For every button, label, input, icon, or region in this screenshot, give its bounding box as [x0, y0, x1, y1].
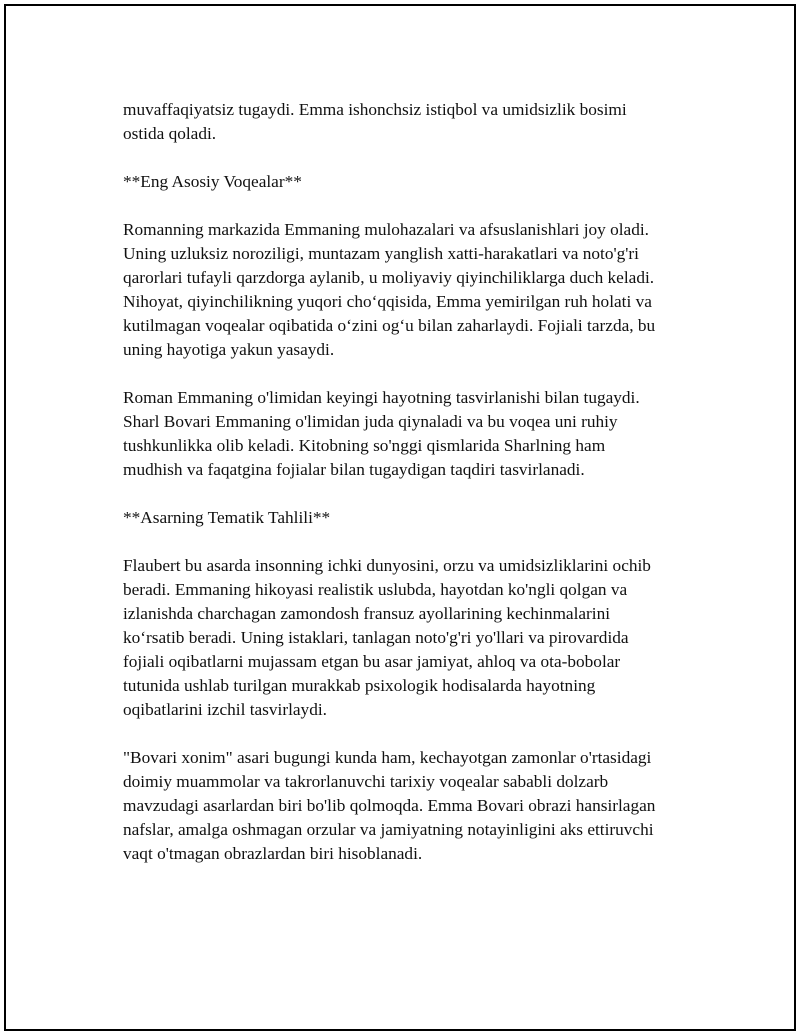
text-line: fojiali oqibatlarni mujassam etgan bu asar jamiyat, ahloq va ota-bobolar — [123, 652, 621, 671]
paragraph-main-events — [123, 218, 713, 362]
text-line: Roman Emmaning o'limidan keyingi hayotning tasvirlanishi bilan tugaydi. — [123, 388, 640, 407]
document-body — [123, 98, 713, 890]
text-line: kutilmagan voqealar oqibatida o‘zini og‘u bilan zaharlaydi. Fojiali tarzda, bu — [123, 316, 656, 335]
text-line: mavzudagi asarlardan biri bo'lib qolmoqda. Emma Bovari obrazi hansirlagan — [123, 796, 656, 815]
text-line: muvaffaqiyatsiz tugaydi. Emma ishonchsiz istiqbol va umidsizlik bosimi — [123, 100, 627, 119]
text-line: tushkunlikka olib keladi. Kitobning so'nggi qismlarida Sharlning ham — [123, 436, 606, 455]
paragraph-thematic-analysis — [123, 554, 713, 722]
text-line: tutunida ushlab turilgan murakkab psixologik hodisalarda hayotning — [123, 676, 596, 695]
text-line: "Bovari xonim" asari bugungi kunda ham, kechayotgan zamonlar o'rtasidagi — [123, 748, 652, 767]
text-line: Flaubert bu asarda insonning ichki dunyosini, orzu va umidsizliklarini ochib — [123, 556, 651, 575]
text-line: doimiy muammolar va takrorlanuvchi tarixiy voqealar sababli dolzarb — [123, 772, 609, 791]
text-line: mudhish va faqatgina fojialar bilan tugaydigan taqdiri tasvirlanadi. — [123, 460, 585, 479]
section-heading-main-events — [123, 170, 713, 194]
text-line: Romanning markazida Emmaning mulohazalari va afsuslanishlari joy oladi. — [123, 220, 649, 239]
section-heading-thematic-analysis — [123, 506, 713, 530]
text-line: Sharl Bovari Emmaning o'limidan juda qiynaladi va bu voqea uni ruhiy — [123, 412, 618, 431]
heading-text: **Asarning Tematik Tahlili** — [123, 508, 331, 527]
page-frame — [4, 4, 796, 1031]
text-line: qarorlari tufayli qarzdorga aylanib, u moliyaviy qiyinchiliklarga duch keladi. — [123, 268, 655, 287]
text-line: beradi. Emmaning hikoyasi realistik uslubda, hayotdan ko'ngli qolgan va — [123, 580, 628, 599]
text-line: izlanishda charchagan zamondosh fransuz ayollarining kechinmalarini — [123, 604, 611, 623]
paragraph-ending — [123, 386, 713, 482]
text-line: ostida qoladi. — [123, 124, 217, 143]
text-line: ko‘rsatib beradi. Uning istaklari, tanlagan noto'g'ri yo'llari va pirovardida — [123, 628, 629, 647]
heading-text: **Eng Asosiy Voqealar** — [123, 172, 302, 191]
paragraph-continuation — [123, 98, 713, 146]
text-line: oqibatlarini izchil tasvirlaydi. — [123, 700, 327, 719]
paragraph-conclusion — [123, 746, 713, 866]
text-line: uning hayotiga yakun yasaydi. — [123, 340, 335, 359]
text-line: vaqt o'tmagan obrazlardan biri hisoblanadi. — [123, 844, 423, 863]
text-line: Nihoyat, qiyinchilikning yuqori cho‘qqisida, Emma yemirilgan ruh holati va — [123, 292, 652, 311]
text-line: Uning uzluksiz noroziligi, muntazam yanglish xatti-harakatlari va noto'g'ri — [123, 244, 639, 263]
text-line: nafslar, amalga oshmagan orzular va jamiyatning notayinligini aks ettiruvchi — [123, 820, 654, 839]
